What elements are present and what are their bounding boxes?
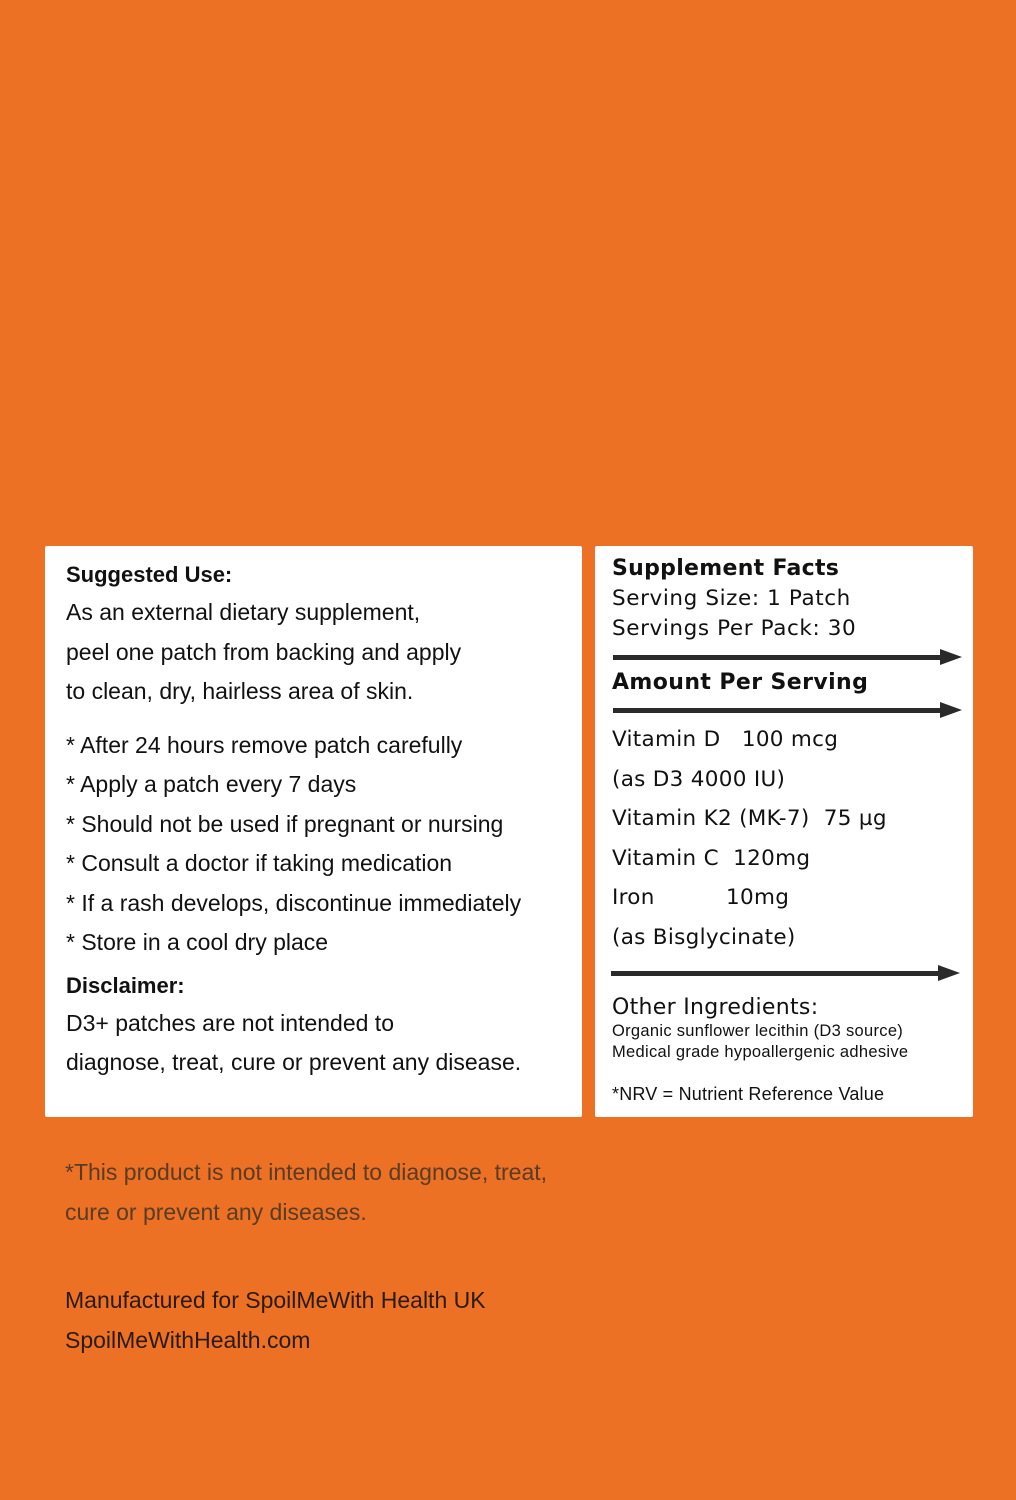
intro-line: to clean, dry, hairless area of skin. <box>66 678 414 704</box>
supplement-facts-title: Supplement Facts <box>612 556 840 581</box>
ingredient-line: Medical grade hypoallergenic adhesive <box>612 1043 909 1061</box>
disclaimer-line: diagnose, treat, cure or prevent any disease. <box>66 1049 522 1075</box>
other-ingredients-heading: Other Ingredients: <box>612 995 819 1020</box>
usage-bullet-list <box>66 726 582 963</box>
intro-line: peel one patch from backing and apply <box>66 638 462 665</box>
usage-bullet: * After 24 hours remove patch carefully <box>66 731 463 758</box>
nutrient-list <box>612 720 973 957</box>
intro-line: As an external dietary supplement, <box>66 599 421 625</box>
arrow-divider-icon <box>611 965 960 981</box>
website-text: SpoilMeWithHealth.com <box>65 1327 311 1353</box>
usage-bullet: * Apply a patch every 7 days <box>66 771 357 797</box>
suggested-use-panel <box>45 546 582 1117</box>
usage-bullet: * Store in a cool dry place <box>66 929 329 955</box>
nutrient-row: (as D3 4000 IU) <box>612 766 786 792</box>
footnote-disclaimer <box>65 1152 547 1232</box>
footnote-line: cure or prevent any diseases. <box>65 1199 367 1225</box>
usage-bullet: * If a rash develops, discontinue immediately <box>66 889 522 916</box>
footnote-line: *This product is not intended to diagnose, treat, <box>65 1159 548 1185</box>
serving-size: Serving Size: 1 Patch <box>612 586 851 611</box>
supplement-facts-panel <box>595 546 973 1117</box>
disclaimer-text <box>66 1004 582 1083</box>
usage-bullet: * Consult a doctor if taking medication <box>66 850 453 876</box>
disclaimer-heading: Disclaimer: <box>66 972 185 998</box>
nutrient-row: Vitamin C 120mg <box>612 845 811 871</box>
nutrient-row: Iron 10mg <box>612 885 790 910</box>
ingredient-line: Organic sunflower lecithin (D3 source) <box>612 1022 904 1040</box>
arrow-divider-icon <box>613 702 962 718</box>
suggested-use-intro <box>66 593 582 712</box>
nutrient-row: Vitamin D 100 mcg <box>612 727 839 752</box>
nrv-note: *NRV = Nutrient Reference Value <box>612 1084 885 1104</box>
arrow-divider-icon <box>613 649 962 665</box>
manufacturer-info <box>65 1280 486 1360</box>
suggested-use-heading: Suggested Use: <box>66 562 233 587</box>
manufacturer-line: Manufactured for SpoilMeWith Health UK <box>65 1287 486 1313</box>
disclaimer-line: D3+ patches are not intended to <box>66 1009 394 1036</box>
nutrient-row: Vitamin K2 (MK-7) 75 µg <box>612 806 887 831</box>
usage-bullet: * Should not be used if pregnant or nursing <box>66 810 504 837</box>
amount-per-serving-heading: Amount Per Serving <box>612 670 869 695</box>
servings-per-pack: Servings Per Pack: 30 <box>612 615 857 641</box>
nutrient-row: (as Bisglycinate) <box>612 924 796 950</box>
